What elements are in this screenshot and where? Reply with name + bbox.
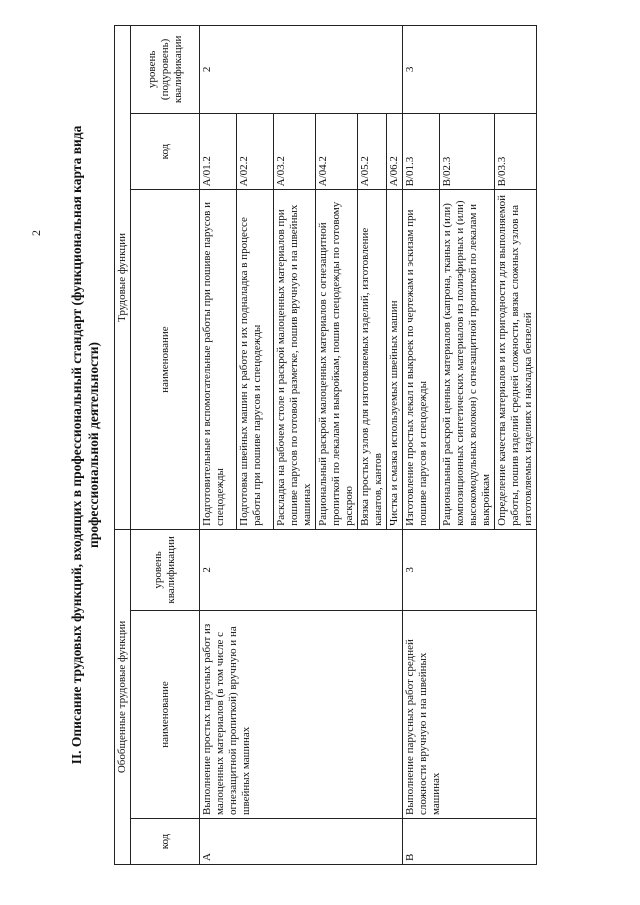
function-name-cell: Раскладка на рабочем столе и раскрой малоценных материалов при пошиве парусов по готовой разметке, пошив вручную и на швейных машинах (274, 190, 316, 530)
functional-map-table (114, 25, 537, 865)
labor-functions-header: Трудовые функции (115, 26, 131, 530)
generalized-name-cell: Выполнение простых парусных работ из малоценных материалов (в том числе с огнезащитной пропиткой) вручную и на швейных машинах (200, 610, 403, 818)
function-name-cell: Подготовительные и вспомогательные работы при пошиве парусов и спецодежды (200, 190, 237, 530)
col-header-function-code: код (131, 113, 200, 190)
function-name-cell: Вязка простых узлов для изготовляемых изделий, изготовление канатов, кантов (358, 190, 387, 530)
section-heading (54, 25, 114, 865)
function-code-cell: A/01.2 (200, 113, 237, 190)
table-row (200, 26, 237, 865)
col-header-name: наименование (131, 610, 200, 818)
function-code-cell: A/04.2 (316, 113, 358, 190)
function-name-cell: Рациональный раскрой ценных материалов (капрона, тканых и (или) композиционных синтетических материалов из полиэфирных и (или) высокомодульных волокон) с огнезащитной пропиткой по лекалам и выкройкам (440, 190, 495, 530)
function-sublevel-cell: 3 (403, 26, 537, 114)
generalized-code-cell: B (403, 819, 537, 865)
col-header-sublevel: уровень (подуровень) квалификации (131, 26, 200, 114)
function-name-cell: Чистка и смазка используемых швейных машин (387, 190, 403, 530)
function-name-cell: Рациональный раскрой малоценных материалов с огнезащитной пропиткой по лекалам и выкройкам, пошив спецодежды по готовому раскрою (316, 190, 358, 530)
function-code-cell: B/01.3 (403, 113, 440, 190)
function-name-cell: Подготовка швейных машин к работе и их подналадка в процессе работы при пошиве парусов и спецодежды (237, 190, 274, 530)
generalized-functions-header: Обобщенные трудовые функции (115, 529, 131, 864)
rotated-page-content (54, 25, 624, 865)
page-number: 2 (28, 229, 43, 236)
generalized-code-cell: A (200, 819, 403, 865)
col-header-code: код (131, 819, 200, 865)
function-code-cell: A/03.2 (274, 113, 316, 190)
function-code-cell: A/06.2 (387, 113, 403, 190)
col-header-function-name: наименование (131, 190, 200, 530)
table-row (403, 26, 440, 865)
function-code-cell: B/03.3 (495, 113, 537, 190)
function-name-cell: Определение качества материалов и их пригодности для выполняемой работы, пошив изделий средней сложности, вязка сложных узлов на изготовляемых изделиях и накладка бензелей (495, 190, 537, 530)
function-code-cell: A/05.2 (358, 113, 387, 190)
function-sublevel-cell: 2 (200, 26, 403, 114)
heading-line-2: профессиональной деятельности) (86, 342, 101, 548)
generalized-level-cell: 3 (403, 529, 537, 610)
function-code-cell: A/02.2 (237, 113, 274, 190)
function-code-cell: B/02.3 (440, 113, 495, 190)
generalized-level-cell: 2 (200, 529, 403, 610)
generalized-name-cell: Выполнение парусных работ средней сложности вручную и на швейных машинах (403, 610, 537, 818)
function-name-cell: Изготовление простых лекал и выкроек по чертежам и эскизам при пошиве парусов и спецодежды (403, 190, 440, 530)
heading-line-1: II. Описание трудовых функций, входящих в профессиональный стандарт (функциональная карта вида (69, 125, 84, 765)
col-header-level: уровень квалификации (131, 529, 200, 610)
